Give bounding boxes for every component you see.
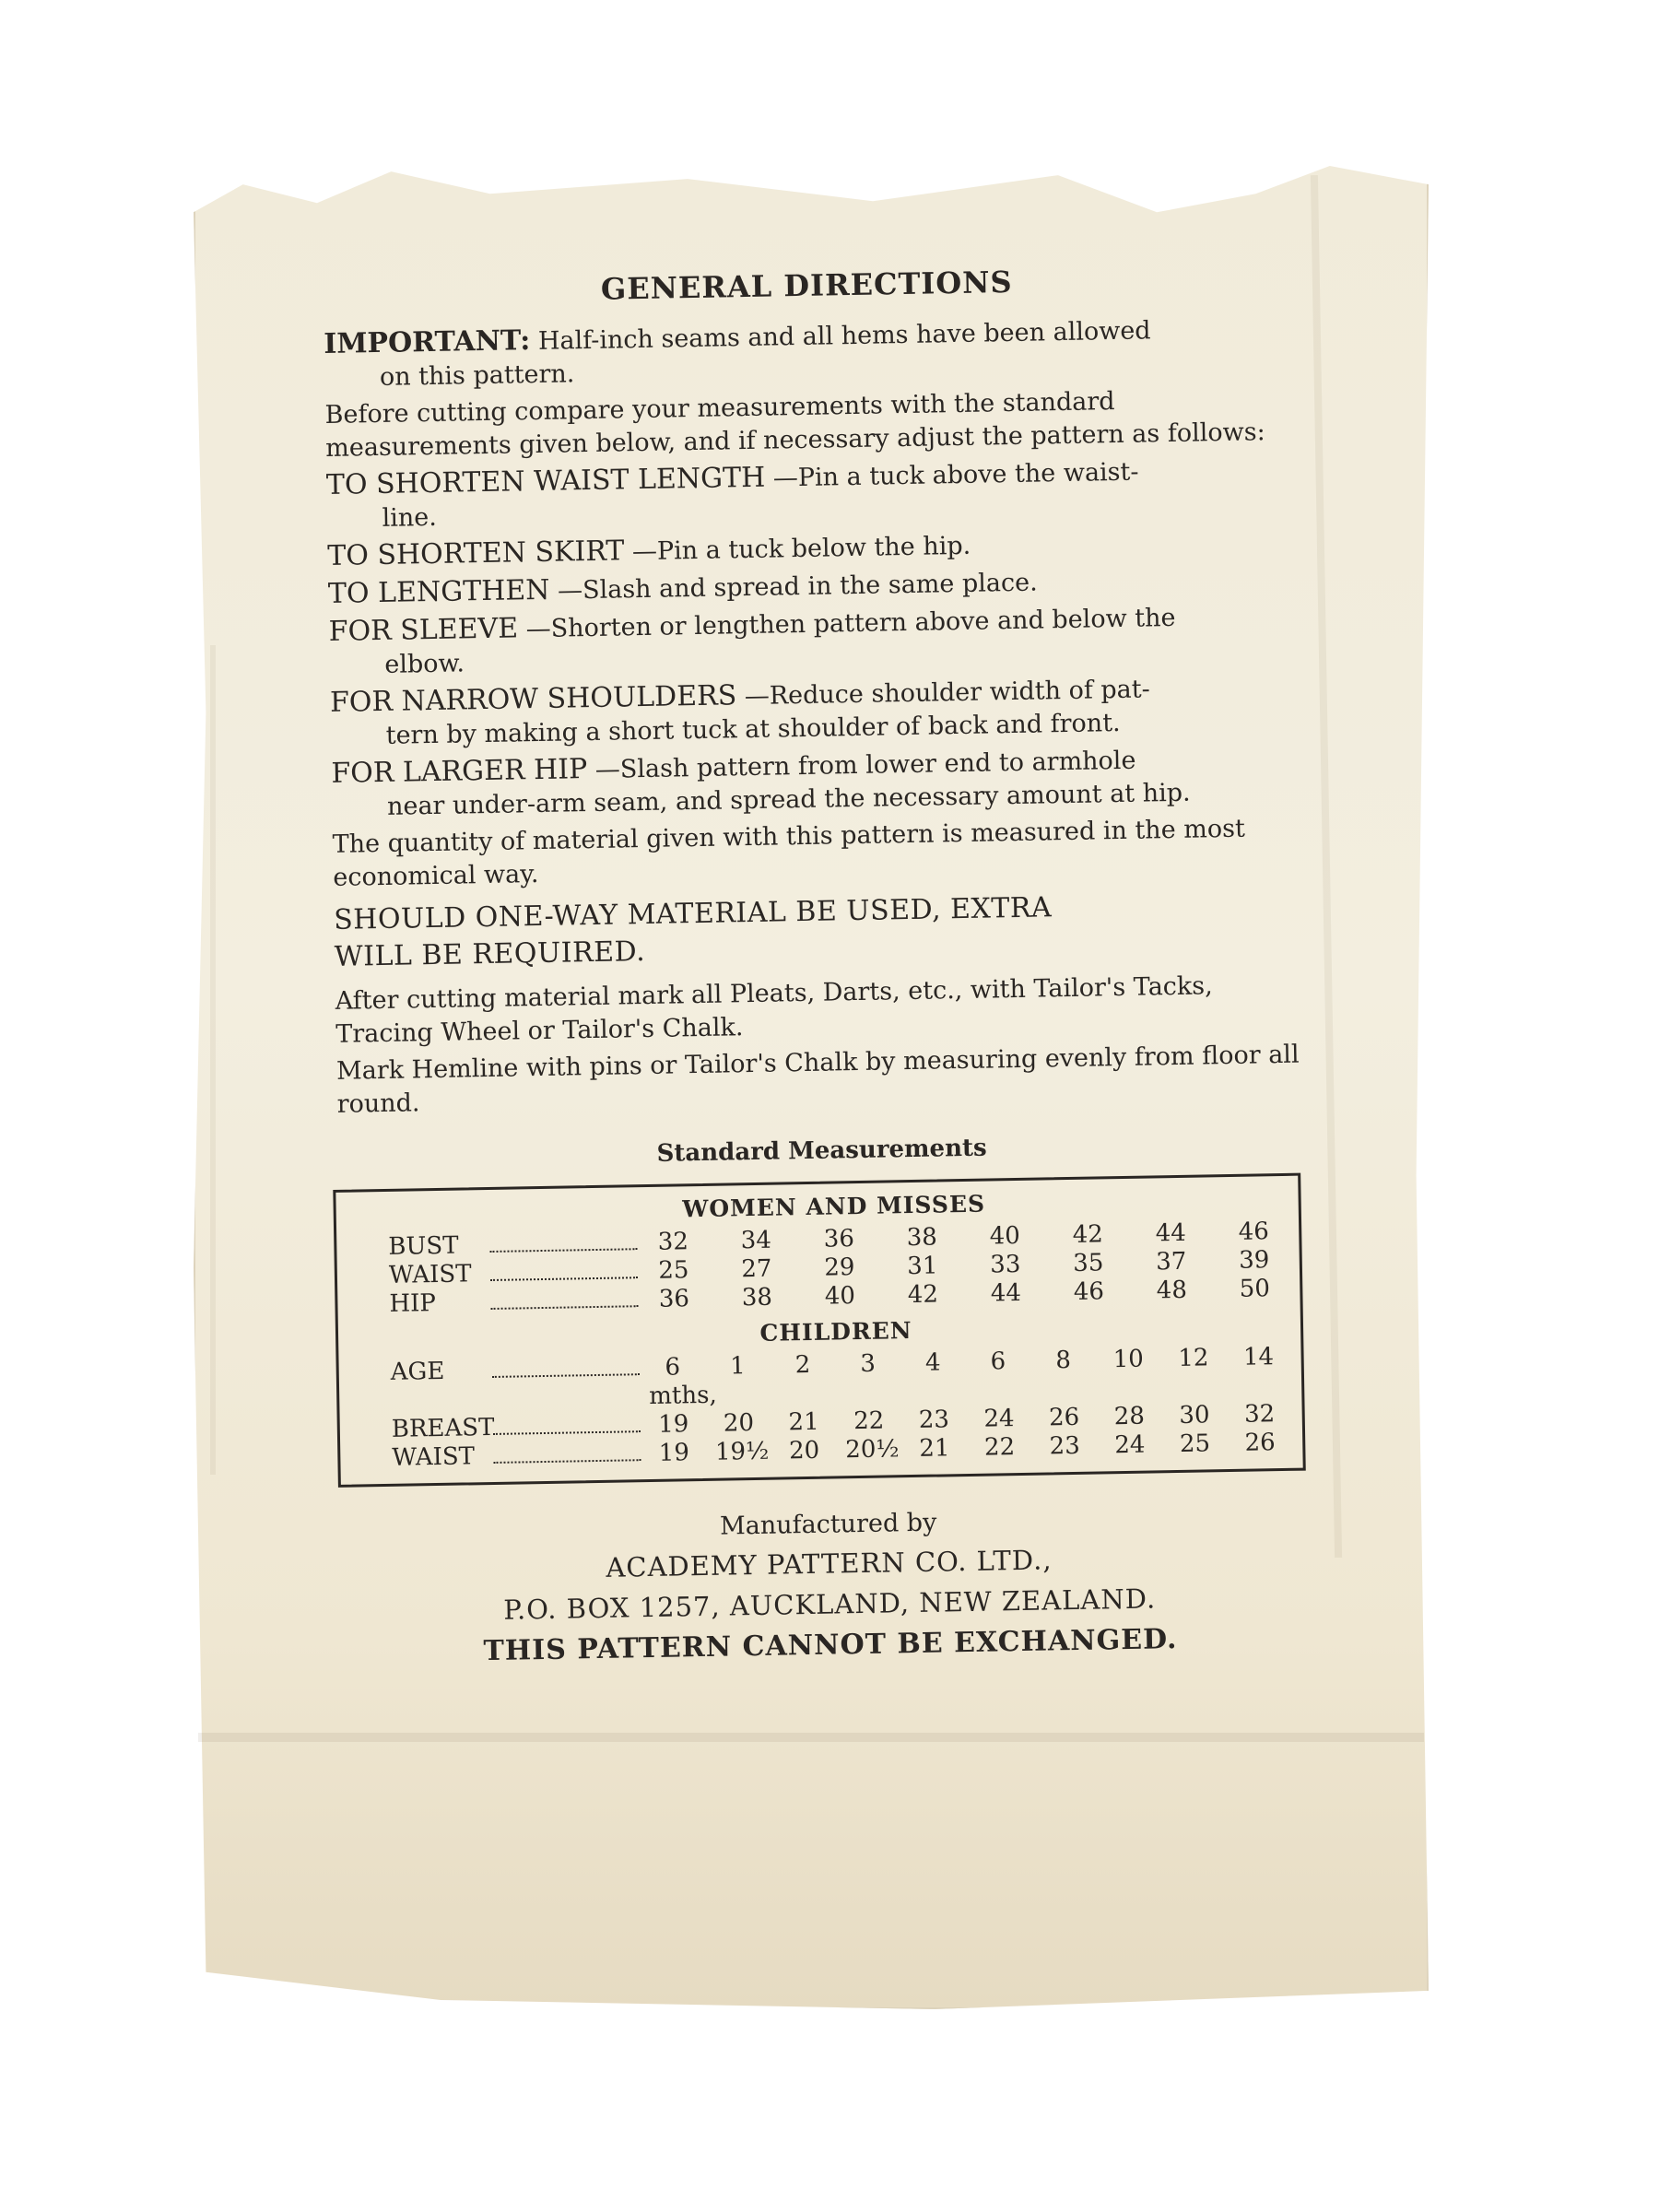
company-name: ACADEMY PATTERN CO. LTD., (606, 1544, 1053, 1583)
measurement-cell: 20 (788, 1436, 820, 1465)
measurement-cell: 6 (990, 1347, 1006, 1376)
direction-paragraph (330, 670, 1299, 754)
measurement-cell: 39 (1238, 1246, 1270, 1275)
company-address: P.O. BOX 1257, AUCKLAND, NEW ZEALAND. (503, 1583, 1157, 1626)
direction-text: Half-inch seams and all hems have been allowed (537, 316, 1151, 356)
measurement-cell: 36 (823, 1225, 855, 1253)
measurement-cell: 33 (990, 1250, 1021, 1279)
measurement-cell: 40 (824, 1282, 856, 1311)
measurement-cell: 30 (1179, 1401, 1210, 1430)
measurement-cell: 4 (924, 1348, 941, 1377)
oneway-line-1: SHOULD ONE-WAY MATERIAL BE USED, EXTRA (333, 891, 1053, 936)
measurement-cell: 25 (1179, 1430, 1211, 1458)
measurement-cell: 42 (907, 1280, 939, 1310)
direction-text: —Pin a tuck above the waist- (772, 457, 1139, 493)
leader-line (493, 1459, 641, 1464)
children-rows (390, 1343, 1284, 1473)
direction-text: —Pin a tuck below the hip. (631, 531, 971, 567)
measurement-cell: 20½ (845, 1435, 900, 1465)
measurement-cell: 34 (740, 1226, 772, 1255)
direction-paragraph (324, 382, 1293, 465)
measurement-cell: 40 (989, 1221, 1021, 1251)
measurement-cell: 25 (658, 1256, 689, 1285)
leader-line (491, 1305, 639, 1310)
direction-text: The quantity of material given with this pattern is measured in the most economical way. (332, 814, 1246, 892)
direction-text: Before cutting compare your measurements with the standard measurements given below, and if necessary adjust the pattern as follows: (324, 387, 1265, 463)
measurement-cell: 22 (853, 1406, 885, 1436)
women-heading: WOMEN AND MISSES (682, 1190, 986, 1223)
measurement-cell: 23 (1049, 1431, 1081, 1461)
measurement-cell: 38 (741, 1283, 773, 1312)
envelope-fold-left (210, 645, 216, 1475)
exchange-notice: THIS PATTERN CANNOT BE EXCHANGED. (483, 1623, 1178, 1668)
direction-paragraph (332, 812, 1300, 895)
leader-line (492, 1373, 640, 1378)
measurement-cell: 26 (1244, 1429, 1276, 1457)
measurement-cell: 24 (983, 1405, 1015, 1433)
measurement-cell: 36 (658, 1285, 690, 1313)
standard-measurements-title: Standard Measurements (656, 1134, 987, 1168)
direction-continuation: near under-arm seam, and spread the necessary amount at hip. (386, 778, 1191, 821)
measurement-cell: 27 (741, 1254, 772, 1284)
direction-lead: FOR NARROW SHOULDERS (329, 679, 737, 719)
direction-lead: FOR LARGER HIP (331, 753, 588, 790)
measurement-cell: 35 (1073, 1249, 1104, 1277)
leader-line (490, 1277, 638, 1281)
measurement-cell: 46 (1238, 1218, 1270, 1246)
measurement-cell: 28 (1113, 1402, 1146, 1431)
measurement-cell: 21 (788, 1407, 819, 1437)
after-cutting-text: After cutting material mark all Pleats, Darts, etc., with Tailor's Tacks, Tracing Wheel or Tailor's Chalk. (335, 971, 1213, 1049)
direction-continuation: line. (382, 502, 438, 533)
directions-list (324, 312, 1301, 895)
measurement-cell: 12 (1178, 1344, 1209, 1372)
direction-paragraph (324, 312, 1292, 395)
direction-lead: TO SHORTEN SKIRT (326, 535, 625, 572)
measurement-cell: 19½ (714, 1437, 770, 1466)
measurement-cell: 2 (794, 1350, 811, 1380)
direction-continuation: on this pattern. (379, 359, 575, 392)
oneway-line-2: WILL BE REQUIRED. (334, 935, 646, 973)
direction-text: —Slash and spread in the same place. (557, 568, 1038, 606)
measurements-table (333, 1173, 1305, 1488)
footer (345, 1501, 1315, 1669)
measurement-cell: 29 (824, 1253, 855, 1282)
measurement-cell: 37 (1155, 1247, 1187, 1277)
measurement-cell: 50 (1239, 1275, 1271, 1303)
measurement-cell: 44 (990, 1278, 1022, 1308)
measurement-cell: 21 (919, 1434, 950, 1463)
measurement-cell: 3 (860, 1349, 877, 1378)
measurement-label: WAIST (392, 1442, 476, 1472)
measurement-label: BUST (388, 1231, 459, 1261)
measurement-cell: 38 (906, 1223, 938, 1253)
page-title: GENERAL DIRECTIONS (600, 264, 1013, 307)
direction-text: —Shorten or lengthen pattern above and below the (525, 603, 1176, 644)
measurement-cell: 19 (658, 1439, 690, 1467)
direction-lead: TO LENGTHEN (327, 573, 550, 610)
measurement-cell: 31 (907, 1252, 938, 1281)
direction-continuation: tern by making a short tuck at shoulder of back and front. (385, 708, 1121, 750)
direction-text: —Reduce shoulder width of pat- (744, 675, 1151, 712)
directions-content (323, 260, 1314, 1670)
mark-hemline-text: Mark Hemline with pins or Tailor's Chalk by measuring evenly from floor all round. (335, 1040, 1300, 1119)
direction-paragraph (328, 599, 1297, 683)
measurement-label: HIP (389, 1289, 437, 1318)
direction-lead: FOR SLEEVE (328, 612, 519, 648)
leader-line (489, 1248, 637, 1253)
measurement-cell: 32 (1243, 1400, 1276, 1429)
measurement-cell: 42 (1072, 1220, 1104, 1249)
measurement-cell: 22 (983, 1433, 1016, 1462)
measurement-cell: 26 (1048, 1403, 1080, 1432)
measurement-cell: 20 (723, 1409, 755, 1438)
direction-lead: TO SHORTEN WAIST LENGTH (325, 461, 766, 501)
measurement-cell: 10 (1112, 1345, 1145, 1374)
measurement-cell: 23 (918, 1406, 950, 1434)
measurement-cell: 24 (1114, 1430, 1146, 1460)
envelope-fold-bottom (198, 1733, 1424, 1742)
measurement-cell: 1 (729, 1352, 746, 1381)
measurement-cell: 8 (1055, 1347, 1072, 1375)
manufactured-by: Manufactured by (719, 1508, 937, 1541)
measurement-cell: 32 (657, 1228, 689, 1256)
direction-text: —Slash pattern from lower end to armhole (594, 746, 1136, 784)
women-rows (388, 1218, 1281, 1319)
measurement-cell: 19 (657, 1410, 689, 1439)
direction-continuation: elbow. (384, 649, 465, 679)
direction-paragraph (331, 741, 1300, 825)
direction-lead: IMPORTANT: (323, 324, 531, 360)
measurement-cell: 14 (1242, 1343, 1275, 1371)
children-heading: CHILDREN (759, 1317, 912, 1347)
measurement-cell: 44 (1155, 1218, 1187, 1248)
measurement-cell: 48 (1156, 1276, 1188, 1305)
measurement-cell: 6 mths, (648, 1353, 717, 1411)
direction-paragraph (326, 453, 1295, 536)
measurement-label: WAIST (388, 1260, 472, 1289)
measurement-label: AGE (390, 1357, 445, 1386)
leader-line (493, 1430, 641, 1435)
measurement-label: BREAST (391, 1413, 495, 1443)
measurement-cell: 46 (1073, 1277, 1105, 1306)
